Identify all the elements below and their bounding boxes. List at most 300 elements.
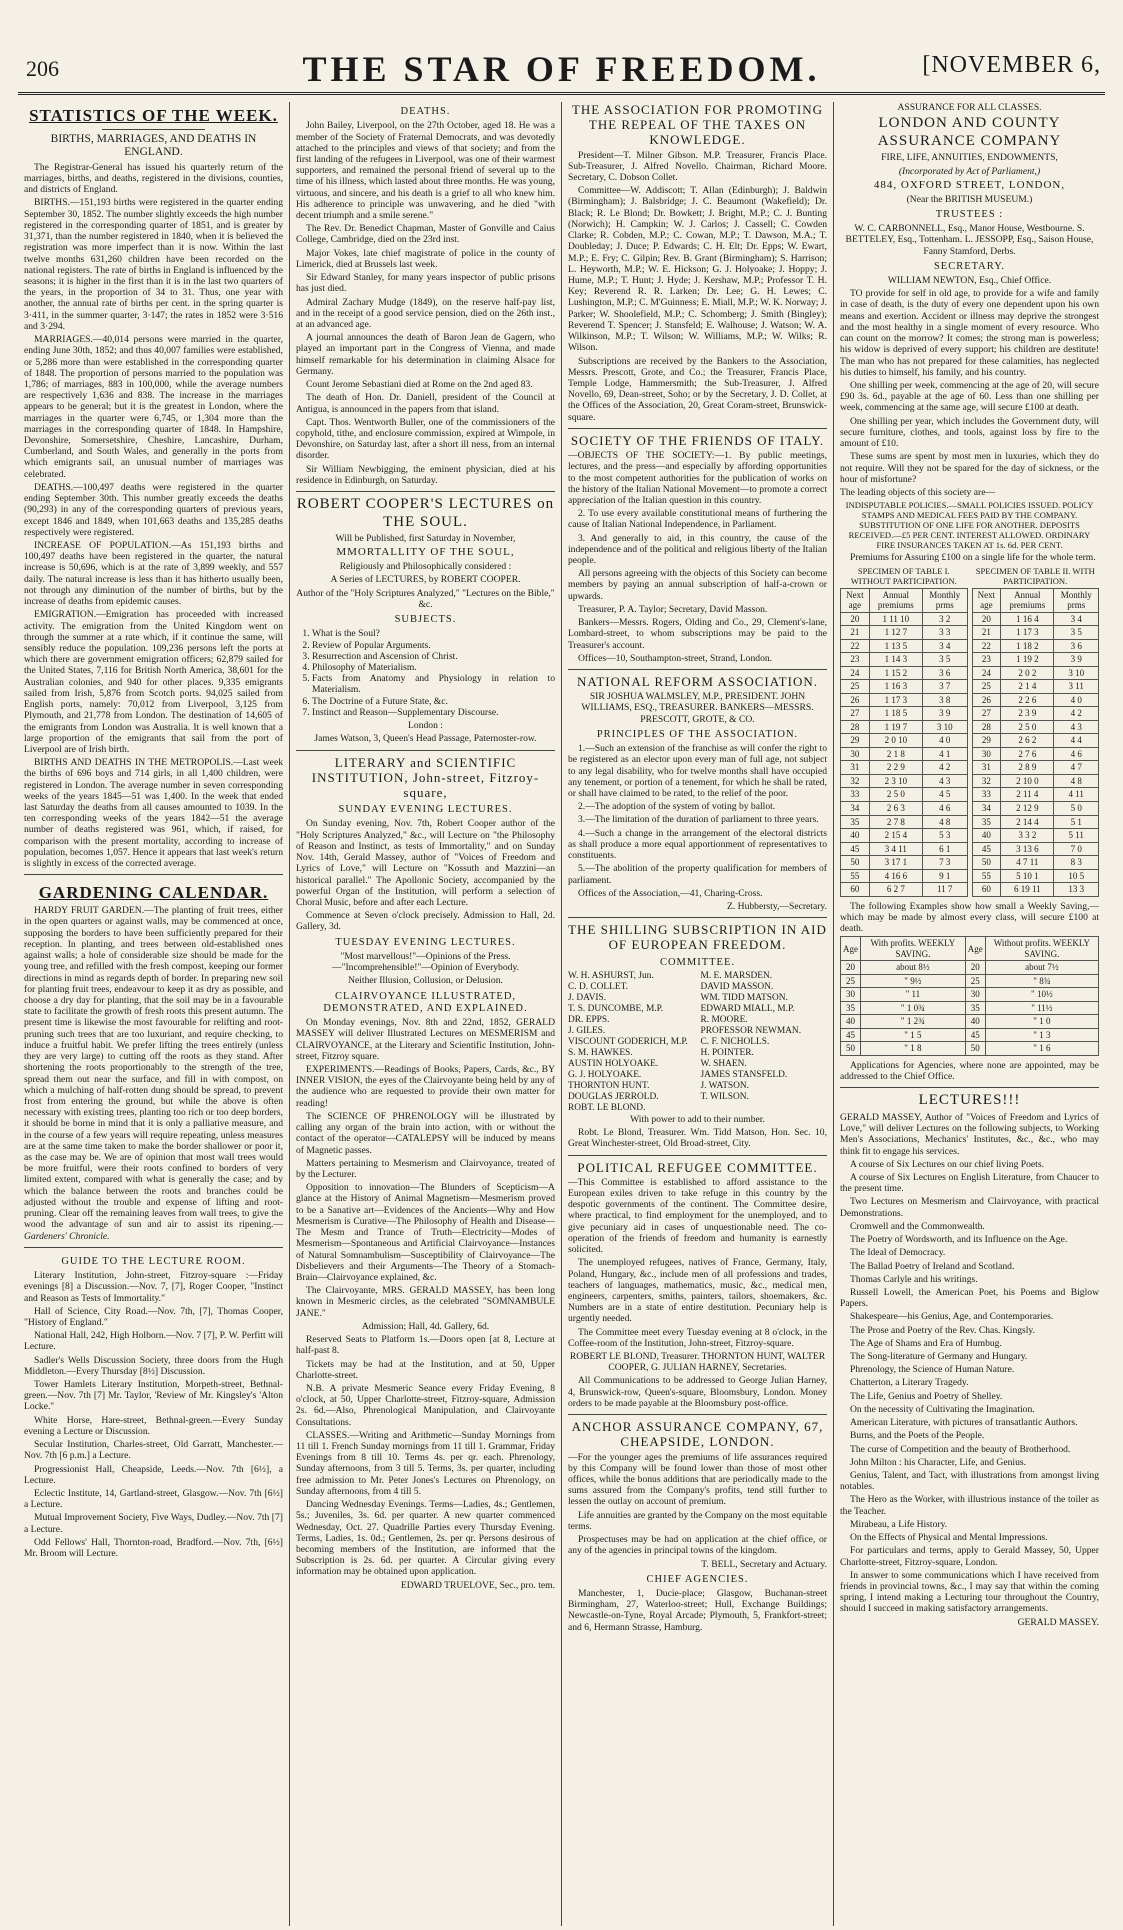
table-cell: 28 — [972, 720, 1001, 734]
subject-item: 5. Facts from Anatomy and Physiology in relation to Materialism. — [312, 673, 555, 695]
table-row — [972, 666, 1099, 680]
massey-lecture: American Literature, with pictures of transatlantic Authors. — [850, 1417, 1078, 1429]
premium-table-1 — [840, 588, 968, 897]
committee-member: J. DAVIS. — [568, 992, 607, 1003]
table-cell: 3 6 — [1054, 639, 1099, 653]
table-cell: 20 — [965, 961, 985, 975]
table-cell: 1 17 3 — [869, 693, 922, 707]
table-row — [972, 639, 1099, 653]
subject-item: 7. Instinct and Reason—Supplementary Discourse. — [312, 707, 555, 718]
sunday-heading: SUNDAY EVENING LECTURES. — [338, 804, 513, 816]
table-header-cell: Annual premiums — [869, 588, 922, 612]
death-notice: John Bailey, Liverpool, on the 27th October, aged 18. He was a member of the Society of Fraternal Democrats, and was devotedly attached to the principles and views of that society; and from the first landing of the refugees in Liverpool, was one of their warmest supporters, and remained the personal friend of several up to the time of his illness, which lasted about three months. He was young, virtuous, and sincere, and his death is a grief to all who knew him. His adherence to principle was unwavering, and he died "with decent triumph and a smile serene." — [296, 120, 555, 222]
massey-intro: GERALD MASSEY, Author of "Voices of Freedom and Lyrics of Love," will deliver Lectures on the following subjects, to Working Men's Associations, Mechanics' Institutes, &c., &c., who may think fit to engage his services. — [840, 1111, 1099, 1157]
refugee-text: —This Committee is established to afford assistance to the European exiles driven to take refuge in this country by the despotic governments of the continent. The Committee desire, where practical, to find employment for the unemployed, and to give pecuniary aid in cases of unquestionable need. The co-operation of the friends of freedom and humanity is earnestly solicited. — [568, 1176, 827, 1256]
table-cell: 5 1 — [1054, 815, 1099, 829]
anchor-signature: T. BELL, Secretary and Actuary. — [701, 1558, 827, 1570]
italy-point: All persons agreeing with the objects of this Society can become members by paying an annual subscription of half-a-crown or upwards. — [568, 568, 827, 602]
table-cell: 60 — [972, 883, 1001, 897]
subject-item: 6. The Doctrine of a Future State, &c. — [312, 696, 555, 707]
table-cell: 1 12 7 — [869, 626, 922, 640]
table-row — [972, 842, 1099, 856]
table-cell: " 8¾ — [985, 974, 1098, 988]
literary-institution-advert — [296, 750, 555, 1591]
table-cell: 2 3 9 — [1001, 707, 1054, 721]
table-cell: 27 — [972, 707, 1001, 721]
table-header-cell: Age — [841, 937, 861, 961]
table-cell: 2 0 10 — [869, 734, 922, 748]
table-cell: " 1 8 — [861, 1042, 966, 1056]
statistics-paragraph: BIRTHS.—151,193 births were registered in the quarter ending September 30, 1852. The number slightly exceeds the high number registered in the corresponding quarter of 1851, and is greater by 31,371, than the number registered in 1840, when it is believed the registration was more imperfect than it is now. Within the last twelve months 631,260 children have been recorded on the national registers. The rate of births in England is influenced by the seasons; it is higher in the first than it is in the last two quarters of the years, in the proportion of 34 to 31. Thus, one year with another, the annual rate of births per cent. in the spring quarter is 3·411, in the summer quarter, 3·147; the rates in 1852 were 3·516 and 3·294. — [24, 197, 283, 332]
table-header-cell: Without profits. WEEKLY SAVING. — [985, 937, 1098, 961]
shilling-subscription-advert — [568, 917, 827, 1149]
committee-member: J. WATSON. — [700, 1080, 750, 1091]
anchor-agencies: Manchester, 1, Ducie-place; Glasgow, Buchanan-street Birmingham, 27, Waterloo-street; Hull, Exchange Buildings; Newcastle-on-Tyne, Royal Arcade; Plymouth, 5, Frankfort-street; and 6, Hermann Strasse, Hamburg. — [568, 1588, 827, 1633]
classes-text: CLASSES.—Writing and Arithmetic—Sunday Mornings from 11 till 1. French Sunday mornings from 11 till 1. Grammar, Friday Evenings from 8 till 10. Terms 4s. per qr. each. Phrenology, Sunday afternoons, from 3 till 5. Terms, 3s. per quarter, including free admission to Mr. Peter Jones's Lectures on Phrenology, on Sunday afternoons, from 4 till 5. — [296, 1429, 555, 1497]
phrenology-text: The SCIENCE OF PHRENOLOGY will be illustrated by calling any organ of the brain into action, with or without the contact of the operator—CATALEPSY will be induced by means of Magnetic passes. — [296, 1110, 555, 1156]
applications-text: Applications for Agencies, where none are appointed, may be addressed to the Chief Office. — [840, 1059, 1099, 1083]
table-cell: 2 12 9 — [1001, 802, 1054, 816]
committee-member: DOUGLAS JERROLD. — [568, 1091, 659, 1102]
provide-text: TO provide for self in old age, to provide for a wife and family in case of death, is the duty of every one dependent upon his own means and exertion. Accident or illness may deprive the strongest and the most healthy in a single moment of every resource. Who can count on the morrow? It comes; the strong man is powerless; his widow is deprived of every support; his children are destitute! The man who has not prepared for these calamities, has neglected his duties to himself, his family, and his country. — [840, 288, 1099, 378]
table-cell: 34 — [972, 802, 1001, 816]
table-cell: 3 10 — [922, 720, 967, 734]
table-cell: 2 8 9 — [1001, 761, 1054, 775]
refugee-officers: ROBERT LE BLOND, Treasurer. THORNTON HUNT, WALTER COOPER, G. JULIAN HARNEY, Secretaries. — [569, 1351, 826, 1374]
lecture-entry: National Hall, 242, High Holborn.—Nov. 7 [7], P. W. Perfitt will Lecture. — [24, 1330, 283, 1353]
admission-text: Admission; Hall, 4d. Gallery, 6d. — [361, 1320, 490, 1332]
table-cell: 1 13 5 — [869, 639, 922, 653]
table-cell: 1 19 7 — [869, 720, 922, 734]
table-cell: 23 — [972, 653, 1001, 667]
lecture-list — [24, 1270, 283, 1559]
nra-principle: 1.—Such an extension of the franchise as will confer the right to be registered as an elector upon every man of full age, not subject to any legal disability, who for twelve months shall have occupied any tenement, or portion of a tenement, for which he shall be rated, or shall have claimed to be rated, to the relief of the poor. — [568, 743, 827, 800]
table-header-cell: Monthly prms — [1054, 588, 1099, 612]
table-cell: 4 3 — [922, 774, 967, 788]
table-row — [841, 1001, 1099, 1015]
table-cell: 60 — [841, 883, 870, 897]
table-cell: 2 7 6 — [1001, 747, 1054, 761]
table-cell: 1 19 2 — [1001, 653, 1054, 667]
massey-lecture: On the Effects of Physical and Mental Impressions. — [850, 1532, 1048, 1544]
table-cell: 2 5 0 — [869, 788, 922, 802]
committee-member: DAVID MASSON. — [700, 981, 774, 992]
table-cell: 21 — [972, 626, 1001, 640]
nra-secretary: Z. Hubbersty,—Secretary. — [727, 900, 827, 912]
massey-lecture: The Song-literature of Germany and Hungary. — [850, 1351, 1028, 1363]
taxes-association-advert — [568, 102, 827, 423]
table-cell: 4 2 — [1054, 707, 1099, 721]
table-row — [972, 680, 1099, 694]
italy-society-advert — [568, 428, 827, 664]
nra-principle: 2.—The adoption of the system of voting by ballot. — [578, 801, 776, 813]
italy-text: —OBJECTS OF THE SOCIETY:—1. By public meetings, lectures, and the press—and especially by affording opportunities to the most competent authorities for the publication of works on the history of the Italian National Movement—to promote a correct appreciation of the Italian question in this country. — [568, 450, 827, 506]
cooper-line: Will be Published, first Saturday in November, — [335, 533, 516, 545]
table-row — [972, 856, 1099, 870]
table-cell: " 10½ — [985, 988, 1098, 1002]
death-notice: Capt. Thos. Wentworth Buller, one of the commissioners of the copyhold, tithe, and enclosure commission, expired at Wimpole, in Devonshire, on Saturday last, after a short ill ness, from an internal disorder. — [296, 416, 555, 462]
table-cell: " 1 0¾ — [861, 1001, 966, 1015]
table-row — [841, 974, 1099, 988]
column-2 — [289, 102, 561, 1926]
statistics-paragraph: MARRIAGES.—40,014 persons were married in the quarter, ending June 30th, 1852; and thus 40,007 families were established, or 5,286 more than were established in the corresponding quarter of 1848. The proportion of persons married to the population was 1,786; of marriages, 883 in 100,000, while the average numbers are respectively 1,636 and 838. The increase in the marriages appears to be general; but it is the greatest in London, where the marriages in the quarter were 6,745, or 1,304 more than the marriages in the corresponding quarter of 1848. In Hampshire, Devonshire, Somersetshire, Cheshire, Lancashire, Durham, Cumberland, and South Wales, and generally in the ports from which emigrants sail, an unusual number of marriages was celebrated. — [24, 334, 283, 480]
massey-lecture: Russell Lowell, the American Poet, his Poems and Biglow Papers. — [840, 1286, 1099, 1310]
committee-member: JAMES STANSFELD. — [700, 1069, 788, 1080]
nra-principle: 5.—The abolition of the property qualification for members of parliament. — [568, 863, 827, 886]
table-row — [841, 612, 968, 626]
table-row — [841, 788, 968, 802]
cooper-title: ROBERT COOPER'S LECTURES on THE SOUL. — [296, 496, 555, 530]
table-row — [841, 815, 968, 829]
table-cell: 4 7 — [1054, 761, 1099, 775]
committee-member: C. D. COLLET. — [568, 981, 628, 992]
clairvoyance-heading: CLAIRVOYANCE ILLUSTRATED, DEMONSTRATED, AND EXPLAINED. — [323, 990, 528, 1014]
table-header-row — [972, 588, 1099, 612]
refugee-title: POLITICAL REFUGEE COMMITTEE. — [577, 1159, 818, 1175]
taxes-subscriptions: Subscriptions are received by the Bankers to the Association, Messrs. Prescott, Grote, and Co.; the Treasurer, Francis Place, Temple Lodge, Hammersmith; the Sub-Treasurer, J. Alfred Novello, 69, Dean-street, Soho; or by the Secretary, J. D. Collet, at the Offices of the Association, 20, Great Coram-street, Brunswick-square. — [568, 355, 827, 423]
table-cell: 4 8 — [1054, 774, 1099, 788]
table-cell: 4 11 — [1054, 788, 1099, 802]
table-cell: 3 7 — [922, 680, 967, 694]
table-cell: 3 17 1 — [869, 856, 922, 870]
massey-lecture: A course of Six Lectures on English Literature, from Chaucer to the present time. — [840, 1171, 1099, 1195]
anchor-assurance-advert — [568, 1414, 827, 1633]
table-cell: 25 — [841, 680, 870, 694]
columns — [18, 102, 1105, 1926]
table-2-wrap — [972, 566, 1100, 901]
refugee-communications: All Communications to be addressed to George Julian Harney, 4, Brunswick-row, Queen's-square, Bloomsbury, London. Money orders to be made payable at the Bloomsbury post-office. — [568, 1375, 827, 1409]
committee-member: C. F. NICHOLLS. — [700, 1036, 770, 1047]
anchor-text: —For the younger ages the premiums of life assurances required by this Company will be found lower than those of most other offices, while the bonus additions that are periodically made to the sums assured from the Company's profits, tend still further to lessen the outlay on account of premium. — [568, 1451, 827, 1508]
table-cell: 4 3 — [1054, 720, 1099, 734]
table-cell: 3 5 — [922, 653, 967, 667]
anchor-agencies-heading: CHIEF AGENCIES. — [646, 1573, 749, 1585]
death-notice: The death of Hon. Dr. Daniell, president of the Council at Antigua, is announced in the papers from that island. — [296, 392, 555, 415]
massey-lecture: The Prose and Poetry of the Rev. Chas. Kingsly. — [850, 1324, 1036, 1336]
table-cell: 45 — [965, 1028, 985, 1042]
clairvoyance-text: On Monday evenings, Nov. 8th and 22nd, 1852, GERALD MASSEY will deliver Illustrated Lectures on MESMERISM and CLAIRVOYANCE, at the Literary and Scientific Institution, John-street, Fitzroy square. — [296, 1017, 555, 1062]
nra-principles-heading: PRINCIPLES OF THE ASSOCIATION. — [596, 728, 799, 740]
table-cell: 1 17 3 — [1001, 626, 1054, 640]
taxes-association-title: THE ASSOCIATION FOR PROMOTING THE REPEAL OF THE TAXES ON KNOWLEDGE. — [571, 102, 824, 148]
lecture-entry: Mutual Improvement Society, Five Ways, Dudley.—Nov. 7th [7] a Lecture. — [24, 1512, 283, 1535]
table-cell: 4 0 — [1054, 693, 1099, 707]
table-cell: 4 2 — [922, 761, 967, 775]
massey-lecture: Thomas Carlyle and his writings. — [850, 1273, 978, 1285]
cooper-line: A Series of LECTURES, by ROBERT COOPER. — [330, 574, 521, 586]
leading-heading: The leading objects of this society are— — [840, 486, 996, 498]
table-cell: 3 4 — [922, 639, 967, 653]
statistics-paragraph: EMIGRATION.—Emigration has proceeded with increased activity. The emigration from the United Kingdom went on through the summer at a rate which, if it continue the same, will sensibly reduce the population. 109,236 persons left the ports at which there are government emigration officers; 62,879 sailed for the United States, 7,116 for British North America, 38,601 for the Australian colonies, and 940 for other places. 9,335 emigrants sailed from Irish, 5,876 from Scotch ports. 94,025 sailed from English ports, namely: 70,012 from Liverpool, 3,125 from Plymouth, and 21,778 from London. The destination of 14,605 of the emigrants from London was Australia. It is well known that a large proportion of the emigrants that sail from the port of Liverpool are of Irish birth. — [24, 609, 283, 755]
table-cell: " 1 5 — [861, 1028, 966, 1042]
table-cell: 6 1 — [922, 842, 967, 856]
lectures-heading: LECTURES!!! — [918, 1092, 1021, 1109]
table-cell: about 7½ — [985, 961, 1098, 975]
table-row — [841, 734, 968, 748]
table-cell: 2 6 3 — [869, 802, 922, 816]
massey-lecture: John Milton : his Character, Life, and Genius. — [850, 1456, 1026, 1468]
statistics-paragraph: DEATHS.—100,497 deaths were registered in the quarter ending September 30th. This number greatly exceeds the deaths (90,293) in any of the corresponding quarters of previous years, except 1846 and 1849, when 101,663 deaths and 135,285 deaths respectively were registered. — [24, 481, 283, 538]
lecture-entry: Eclectic Institute, 14, Gartland-street, Glasgow.—Nov. 7th [6½] a Lecture. — [24, 1488, 283, 1511]
table-cell: " 9½ — [861, 974, 966, 988]
table-cell: 7 3 — [922, 856, 967, 870]
massey-lecture: Mirabeau, a Life History. — [850, 1518, 948, 1530]
table-cell: 1 11 10 — [869, 612, 922, 626]
table-cell: 1 16 4 — [1001, 612, 1054, 626]
london-label: London : — [408, 720, 443, 732]
table-cell: 5 3 — [922, 829, 967, 843]
gardening-heading: GARDENING CALENDAR. — [38, 883, 269, 903]
dancing-text: Dancing Wednesday Evenings. Terms—Ladies, 4s.; Gentlemen, 5s.; Juveniles, 3s. 6d. per quarter. A new quarter commenced Wednesday, Oct. 27. Quadrille Parties every Thursday Evening. Terms, Ladies, 1s. 0d.; Gentlemen, 2s. per qr. Persons desirous of becoming members of the Institution, are informed that the Subscription is 2s. 6d. per quarter. A Circular giving every information may be obtained upon application. — [296, 1499, 555, 1578]
committee-member: VISCOUNT GODERICH, M.P. — [568, 1036, 688, 1047]
subjects-heading: SUBJECTS. — [394, 614, 457, 626]
italy-points — [568, 508, 827, 664]
premiums-line: Premiums for Assuring £100 on a single life for the whole term. — [850, 552, 1096, 564]
table-row — [972, 788, 1099, 802]
table-row — [972, 653, 1099, 667]
committee-member: R. MOORE. — [700, 1014, 748, 1025]
committee-member: J. GILES. — [568, 1025, 606, 1036]
table-cell: 3 5 — [1054, 626, 1099, 640]
massey-lecture: The Life, Genius and Poetry of Shelley. — [850, 1390, 1003, 1402]
cooper-advert — [296, 491, 555, 745]
nra-principle: 3.—The limitation of the duration of parliament to three years. — [578, 814, 819, 826]
table-cell: about 8½ — [861, 961, 966, 975]
opposition-text: Opposition to innovation—The Blunders of Scepticism—A glance at the History of Animal Magnetism—Mesmerism proved to be a Sanative art—Evidences of the Ancients—Why and How Mesmerism is Curative—The Philosophy of Health and Disease—The Mesm and Trance of Truth—Electricity—Modes of Mesmerism—Spontaneous and Artificial Clairvoyance—Instances of Natural Somnambulism—Susceptibility of Clairvoyance—The Disbelievers and their Arguments—The Theory of a Stomach-Brain—Clairvoyance explained, &c. — [296, 1182, 555, 1283]
table-cell: 20 — [972, 612, 1001, 626]
column-4 — [833, 102, 1105, 1926]
table-cell: 34 — [841, 802, 870, 816]
table-cell: " 11 — [861, 988, 966, 1002]
lecture-entry: Progressionist Hall, Cheapside, Leeds.—Nov. 7th [6½], a Lecture. — [24, 1463, 283, 1486]
table-row — [841, 680, 968, 694]
italy-point: 2. To use every available constitutional means of furthering the cause of Italian National Independence, in Parliament. — [568, 508, 827, 531]
massey-lecture: The curse of Competition and the beauty of Brotherhood. — [850, 1443, 1071, 1455]
table-header-cell: Next age — [841, 588, 870, 612]
massey-lecture: Two Lectures on Mesmerism and Clairvoyance, with practical Demonstrations. — [840, 1196, 1099, 1219]
committee-member: PROFESSOR NEWMAN. — [700, 1025, 802, 1036]
table-header-cell: Annual premiums — [1001, 588, 1054, 612]
death-notice: Sir William Newbigging, the eminent physician, died at his residence in Edinburgh, on Saturday. — [296, 463, 555, 486]
committee-heading: COMMITTEE. — [659, 956, 736, 968]
committee-member: M. E. MARSDEN. — [700, 970, 773, 981]
table-cell: 29 — [972, 734, 1001, 748]
table-row — [972, 720, 1099, 734]
table-cell: " 1 6 — [985, 1042, 1098, 1056]
lecture-entry: Sadler's Wells Discussion Society, three doors from the Hugh Middleton.—Every Thursday [8½] Discussion. — [24, 1354, 283, 1377]
table-1-wrap — [840, 566, 968, 901]
massey-lecture: The Poetry of Wordsworth, and its Influence on the Age. — [850, 1234, 1068, 1246]
table-cell: 26 — [841, 693, 870, 707]
table-row — [841, 693, 968, 707]
table-row — [841, 1042, 1099, 1056]
table-cell: 33 — [841, 788, 870, 802]
table-cell: 4 7 11 — [1001, 856, 1054, 870]
table-cell: 2 1 4 — [1001, 680, 1054, 694]
table-row — [841, 653, 968, 667]
table-cell: 45 — [841, 842, 870, 856]
lecture-entry: Hall of Science, City Road.—Nov. 7th, [7], Thomas Cooper, "History of England." — [24, 1305, 283, 1328]
table-cell: 35 — [841, 1001, 861, 1015]
massey-lecture: Shakespeare—his Genius, Age, and Contemporaries. — [850, 1311, 1054, 1323]
death-notice: Count Jerome Sebastiani died at Rome on the 2nd aged 83. — [306, 379, 533, 391]
publisher: James Watson, 3, Queen's Head Passage, Paternoster-row. — [314, 733, 537, 745]
table-cell: 1 14 3 — [869, 653, 922, 667]
table-header-row — [841, 937, 1099, 961]
subject-item: 4. Philosophy of Materialism. — [312, 662, 555, 673]
table-row — [841, 842, 968, 856]
committee-member: ROBT. LE BLOND. — [568, 1102, 646, 1113]
death-notice: Admiral Zachary Mudge (1849), on the reserve half-pay list, and in the receipt of a good service pension, died on the 26th inst., at an advanced age. — [296, 296, 555, 330]
provide-p4: These sums are spent by most men in luxuries, which they do not require. Will they not be spared for the day of sickness, or the hour of misfortune? — [840, 451, 1099, 485]
table-row — [841, 802, 968, 816]
death-notice: A journal announces the death of Baron Jean de Gagern, who played an important part in the Congress of Vienna, and made himself remarkable for his determination in claiming Alsace for Germany. — [296, 332, 555, 377]
clairvoyante-text: The Clairvoyante, MRS. GERALD MASSEY, has been long known in Mesmeric circles, as the celebrated "SOMNAMBULE JANE." — [296, 1285, 555, 1319]
anchor-text-3: Prospectuses may be had on application at the chief office, or any of the agencies in principal towns of the kingdom. — [568, 1534, 827, 1557]
table-cell: 8 3 — [1054, 856, 1099, 870]
table-cell: 24 — [841, 666, 870, 680]
table-cell: 25 — [841, 974, 861, 988]
lecture-entry: Tower Hamlets Literary Institution, Morpeth-street, Bethnal-green.—Nov. 7th [7] Mr. Taylor, 'Review of Mr. Kingsley's 'Alton Locke.'' — [24, 1379, 283, 1413]
table-cell: 35 — [972, 815, 1001, 829]
table-cell: 3 11 — [1054, 680, 1099, 694]
refugee-committee-advert — [568, 1155, 827, 1410]
ins-top: ASSURANCE FOR ALL CLASSES. — [897, 102, 1042, 113]
statistics-subheading: BIRTHS, MARRIAGES, AND DEATHS IN ENGLAND. — [50, 132, 257, 159]
statistics-paragraph: BIRTHS AND DEATHS IN THE METROPOLIS.—Last week the births of 696 boys and 714 girls, in all 1,400 children, were registered in London. The average number in seven corresponding weeks of the years 1845—51 was 1,400. In the week that ended last Saturday the deaths from all causes amounted to 1039. In the ten corresponding weeks of the years 1842—51 the average number of deaths registered was 961, which, if raised, for comparison with the present mortality, according to increase of population, becomes 1,057. Hence it appears that last week's return is slightly in excess of the corrected average. — [24, 757, 283, 870]
table-row — [841, 639, 968, 653]
table-cell: 5 11 — [1054, 829, 1099, 843]
refugee-text-3: The Committee meet every Tuesday evening at 8 o'clock, in the Coffee-room of the Institution, John-street, Fitzroy-square. — [568, 1326, 827, 1349]
table-cell: 20 — [841, 612, 870, 626]
nra-officers: SIR JOSHUA WALMSLEY, M.P., PRESIDENT. JOHN WILLIAMS, ESQ., TREASURER. BANKERS—MESSRS. PRESCOTT, GROTE, & CO. — [581, 691, 814, 725]
ins-sub: FIRE, LIFE, ANNUITIES, ENDOWMENTS, — [881, 152, 1058, 164]
table-header-cell: Next age — [972, 588, 1001, 612]
table-cell: 2 1 8 — [869, 747, 922, 761]
cooper-line: Author of the "Holy Scriptures Analyzed," "Lectures on the Bible," &c. — [296, 587, 555, 610]
committee-member: H. POINTER. — [700, 1047, 754, 1058]
taxes-committee: Committee—W. Addiscott; T. Allan (Edinburgh); J. Baldwin (Birmingham); J. Balsbridge; J. C. Beaumont (Wakefield); Dr. Black; R. Le Blond; Dr. Bowkett; J. Bright, M.P.; C. J. Bunting (Norwich); H. Campkin; W. J. Carlos; J. Cassell; C. Cowden Clarke; R. Cobden, M.P.; C. Cowan, M.P.; T. Dawson, M.A.; T. Doubleday; J. Duce; P. Edwards; C. H. Elt; Dr. Epps; W. Ewart, M.P.; E. Fry; C. Gilpin; Rev. B. Grant (Birmingham); S. Harrison; L. Heyworth, M.P.; W. E. Hickson; G. J. Holyoake; J. Hoppy; J. Hume, M.P.; T. Hunt; J. Hyde; J. Kershaw, M.P.; Professor T. H. Key; Reverend R. R. Larken; Dr. Lee; G. H. Lewes; C. Lushington, M.P.; C. M'Guinness; E. Miall, M.P.; W. K. Norway; J. Parker; W. Shoolefield, M.P.; C. Schomberg; J. Smith (Bingley); Reverend T. Spencer; J. Stansfeld; E. Walhouse; J. Watson; W. A. Wilkinson, M.P.; T. Wilson; W. Williams, M.P.; W. Wilks; R. Wilson. — [568, 185, 827, 354]
table-cell: 1 16 3 — [869, 680, 922, 694]
table-cell: 23 — [841, 653, 870, 667]
masthead — [18, 0, 1105, 89]
column-1 — [18, 102, 289, 1926]
table-row — [972, 612, 1099, 626]
table-cell: 13 3 — [1054, 883, 1099, 897]
death-notice: The Rev. Dr. Benedict Chapman, Master of Gonville and Caius College, Cambridge, died on the 23rd inst. — [296, 223, 555, 246]
column-3 — [561, 102, 833, 1926]
table-row — [972, 802, 1099, 816]
table-cell: 3 3 — [922, 626, 967, 640]
table-cell: 32 — [972, 774, 1001, 788]
statistics-paragraph: The Registrar-General has issued his quarterly return of the marriages, births, and deaths, registered in the divisions, counties, and districts of England. — [24, 161, 283, 196]
examples-text: The following Examples show how small a Weekly Saving,—which may be made by almost every class, will secure £100 at death. — [840, 900, 1099, 935]
subjects-list — [312, 628, 555, 718]
refugee-text-2: The unemployed refugees, natives of France, Germany, Italy, Poland, Hungary, &c., include men of all professions and trades, teachers of languages, mathematics, music, &c., medical men, engineers, carpenters, smiths, painters, tailors, shoemakers, &c. Numbers are in a state of entire destitution. Pecuniary help is urgently needed. — [568, 1257, 827, 1325]
issue-date: [NOVEMBER 6, — [922, 52, 1101, 78]
table-cell: 1 18 5 — [869, 707, 922, 721]
table-cell: 1 18 2 — [1001, 639, 1054, 653]
table-cell: 4 0 — [922, 734, 967, 748]
masthead-rule — [18, 92, 1105, 95]
committee-treasurer: Robt. Le Blond, Treasurer. Wm. Tidd Matson, Hon. Sec. 10, Great Winchester-street, Old Broad-street, City. — [568, 1127, 827, 1150]
table-cell: 3 3 2 — [1001, 829, 1054, 843]
secretary-heading: SECRETARY. — [933, 260, 1006, 272]
massey-lectures-advert — [840, 1087, 1099, 1628]
subject-item: 1. What is the Soul? — [312, 628, 555, 639]
massey-lecture: Genius, Talent, and Tact, with illustrations from amongst living notables. — [840, 1470, 1099, 1493]
table-cell: 5 0 — [1054, 802, 1099, 816]
table-cell: 7 0 — [1054, 842, 1099, 856]
massey-lecture: Burns, and the Poets of the People. — [850, 1430, 985, 1442]
table-cell: 2 6 2 — [1001, 734, 1054, 748]
page-number: 206 — [26, 56, 59, 81]
table-cell: 45 — [841, 1028, 861, 1042]
table-row — [841, 707, 968, 721]
table-cell: 24 — [972, 666, 1001, 680]
lecture-entry: Secular Institution, Charles-street, Old Garratt, Manchester.—Nov. 7th [6 p.m.] a Lecture. — [24, 1439, 283, 1462]
massey-signature: GERALD MASSEY. — [1017, 1616, 1099, 1628]
table-cell: 50 — [965, 1042, 985, 1056]
massey-lecture: A course of Six Lectures on our chief living Poets. — [850, 1158, 1044, 1170]
committee-note: With power to add to their number. — [630, 1113, 765, 1125]
italy-point: Offices—10, Southampton-street, Strand, London. — [578, 652, 773, 664]
table-cell: 45 — [972, 842, 1001, 856]
table-cell: 2 10 0 — [1001, 774, 1054, 788]
table-cell: 27 — [841, 707, 870, 721]
table-row — [972, 734, 1099, 748]
table-row — [841, 961, 1099, 975]
table-row — [841, 883, 968, 897]
table-cell: 31 — [841, 761, 870, 775]
table-row — [841, 988, 1099, 1002]
committee-member: W. SHAEN. — [700, 1058, 747, 1069]
provide-p3: One shilling per year, which includes the Government duty, will secure furniture, clothes, and tools, against loss by fire to the amount of £10. — [840, 415, 1099, 450]
table-cell: 25 — [972, 680, 1001, 694]
massey-lecture: The Age of Shams and Era of Humbug. — [850, 1337, 1002, 1349]
table-cell: 35 — [841, 815, 870, 829]
experiments-text: EXPERIMENTS.—Readings of Books, Papers, Cards, &c., BY INNER VISION, the eyes of the Clairvoyante being held by any of the audience who are requested to provide their own matter for reading! — [296, 1064, 555, 1109]
table-cell: 29 — [841, 734, 870, 748]
table-cell: 40 — [965, 1015, 985, 1029]
subject-item: 2. Review of Popular Arguments. — [312, 640, 555, 651]
ins-title: LONDON AND COUNTY ASSURANCE COMPANY — [877, 115, 1062, 149]
lecture-entry: Odd Fellows' Hall, Thornton-road, Bradford.—Nov. 7th, [6½] Mr. Broom will Lecture. — [24, 1536, 283, 1560]
subject-item: 3. Resurrection and Ascension of Christ. — [312, 651, 555, 662]
table-cell: 32 — [841, 774, 870, 788]
table-cell: 40 — [841, 1015, 861, 1029]
secretary: WILLIAM NEWTON, Esq., Chief Office. — [887, 275, 1052, 287]
table-cell: 26 — [972, 693, 1001, 707]
table-row — [841, 869, 968, 883]
table-row — [841, 626, 968, 640]
table-cell: 4 4 — [1054, 734, 1099, 748]
massey-lecture: On the necessity of Cultivating the Imagination. — [850, 1403, 1035, 1415]
table-cell: 9 1 — [922, 869, 967, 883]
table-row — [972, 747, 1099, 761]
lecture-entry: White Horse, Hare-street, Bethnal-green.—Every Sunday evening a Lecture or Discussion. — [24, 1414, 283, 1437]
gardening-section — [24, 874, 283, 1241]
london-county-advert — [840, 102, 1099, 1082]
tickets-text: Tickets may be had at the Institution, and at 50, Upper Charlotte-street. — [296, 1358, 555, 1381]
tuesday-sub: Neither Illusion, Collusion, or Delusion. — [348, 975, 503, 987]
cooper-line: Religiously and Philosophically considered : — [339, 561, 512, 573]
gardening-text: HARDY FRUIT GARDEN.—The planting of fruit trees, either in the open quarters or against walls, may be commenced at once, supposing the borders to have been sufficiently prepared for their reception. In planting, and trees between old-established ones against walls; a hole of considerable size should be made for the young tree, and refilled with the fresh compost, keeping our former directions in mind as regards depth of border. In preparing new soil for planting fruit trees, endeavour to keep it as dry as possible, and choose a dry day for planting, that the soil may be in a favourable state to facilitate the growth of fresh roots this present autumn. The present time is likewise the most favourable for relifting and root-pruning such trees that are too luxuriant, and require checking, to induce a fruitful habit. We prefer lifting the trees entirely (unless they are very large) to cutting off the roots as they stand. After shortening the roots proportionably to the strength of the tree, spread them out near the surface, and fill in with compost, on which a mulching of half-rotten dung should be spread, to prevent frost from entering the ground, but while the above is often necessary with existing trees, planting too rich or too deep borders, it should be borne in mind that it is only a palliative measure, and in the course of a few years will require repeating, unless measures are at the same time taken to make the border shallower or poor it, as the case may be. We are of opinion that most wall trees would be more fruitful, were their roots confined to borders of very limited extent, compared with what is generally the case; and by which the balance between the roots and branches could be adjusted without the trouble and expense of lifting and root-pruning. Clear off the remaining leaves from wall trees, to give the wood the advantage of sun and air to assist its ripening.—Gardeners' Chronicle. — [24, 905, 283, 1242]
commence-text: Commence at Seven o'clock precisely. Admission to Hall, 2d. Gallery, 3d. — [296, 910, 555, 933]
table-cell: 3 2 — [922, 612, 967, 626]
ins-address: 484, OXFORD STREET, LONDON, — [873, 178, 1066, 191]
table-cell: 20 — [841, 961, 861, 975]
